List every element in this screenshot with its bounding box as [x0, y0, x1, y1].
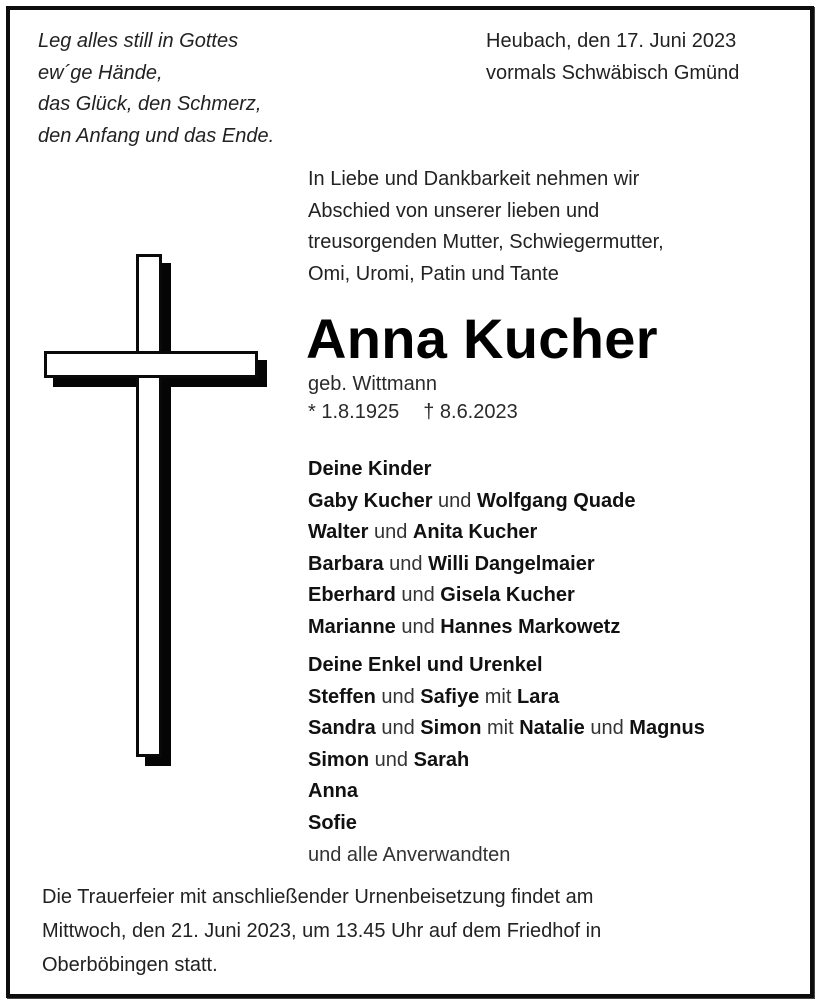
funeral-line: Mittwoch, den 21. Juni 2023, um 13.45 Uhr auf dem Friedhof in — [42, 920, 602, 942]
intro-text — [308, 164, 664, 290]
list-item: Marianne und Hannes Markowetz — [308, 615, 621, 638]
cross-bar-vertical — [136, 254, 162, 757]
intro-line: treusorgenden Mutter, Schwiegermutter, — [308, 231, 664, 253]
motto-line: den Anfang und das Ende. — [38, 124, 275, 147]
list-item: Steffen und Safiye mit Lara — [308, 685, 560, 708]
funeral-line: Die Trauerfeier mit anschließender Urnenbeisetzung findet am — [42, 886, 594, 908]
closing-line: und alle Anverwandten — [308, 844, 511, 866]
list-item: Sofie — [308, 811, 357, 834]
funeral-line: Oberböbingen statt. — [42, 954, 218, 976]
life-dates — [308, 398, 518, 426]
deceased-name: Anna Kucher — [306, 307, 658, 370]
birth-date: * 1.8.1925 — [308, 401, 400, 423]
list-item: Sandra und Simon mit Natalie und Magnus — [308, 717, 705, 739]
birth-name: geb. Wittmann — [308, 373, 437, 395]
place-date — [486, 26, 739, 89]
funeral-info — [42, 880, 601, 982]
place-date-line: Heubach, den 17. Juni 2023 — [486, 30, 737, 52]
death-date: † 8.6.2023 — [423, 401, 518, 423]
intro-line: Abschied von unserer lieben und — [308, 199, 600, 222]
list-item: Simon und Sarah — [308, 748, 470, 771]
motto-line: ew´ge Hände, — [38, 61, 163, 84]
list-item: Barbara und Willi Dangelmaier — [308, 552, 595, 575]
intro-line: In Liebe und Dankbarkeit nehmen wir — [308, 168, 640, 190]
grandchildren-heading: Deine Enkel und Urenkel — [308, 654, 543, 676]
list-item: Walter und Anita Kucher — [308, 521, 538, 543]
motto-line: das Glück, den Schmerz, — [38, 93, 262, 115]
intro-line: Omi, Uromi, Patin und Tante — [308, 262, 559, 285]
list-item: Eberhard und Gisela Kucher — [308, 584, 575, 606]
children-list — [308, 454, 635, 643]
children-heading: Deine Kinder — [308, 458, 432, 480]
cross-center-fill — [139, 354, 159, 375]
grandchildren-list — [308, 650, 705, 839]
list-item: Anna — [308, 780, 358, 802]
motto-line: Leg alles still in Gottes — [38, 30, 239, 52]
list-item: Gaby Kucher und Wolfgang Quade — [308, 489, 636, 512]
former-residence: vormals Schwäbisch Gmünd — [486, 61, 740, 84]
latin-cross-icon — [0, 0, 300, 800]
